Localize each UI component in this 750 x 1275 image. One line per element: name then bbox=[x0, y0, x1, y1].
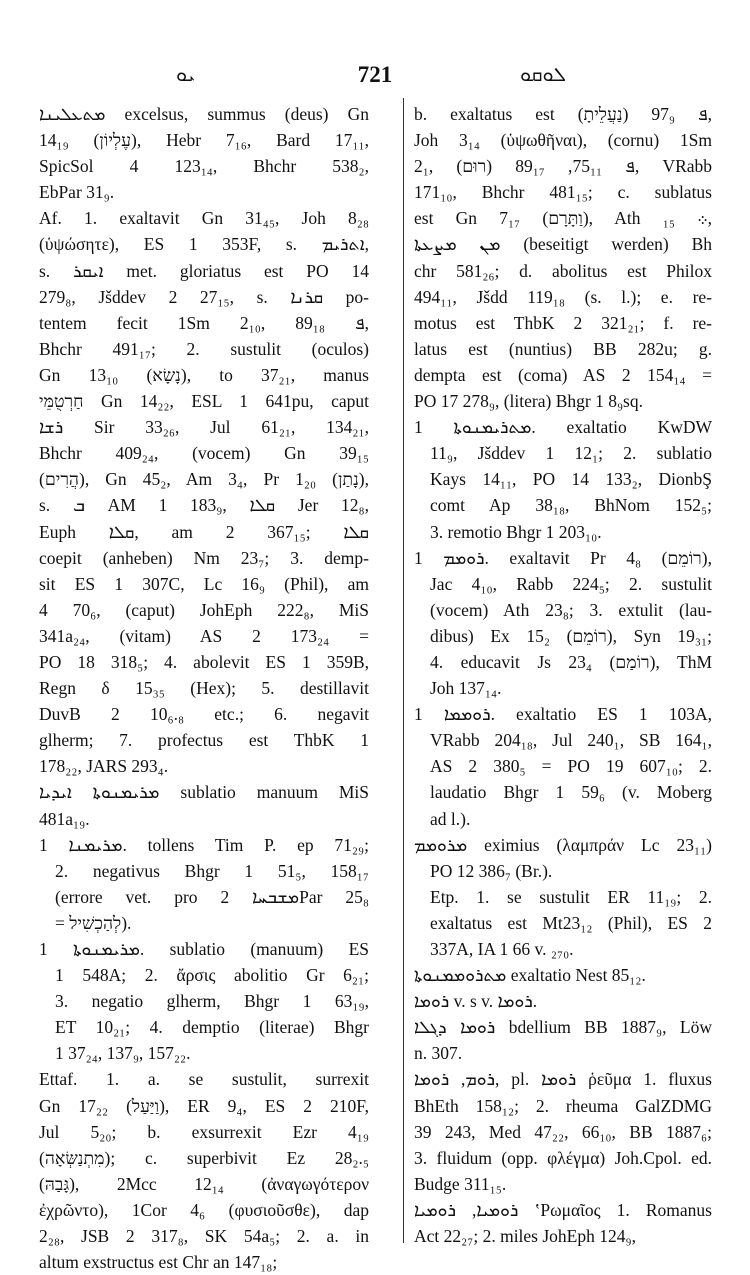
left-column-line: 279₈, Jšddev 2 27₁₅, s. ܩܪܢܐ po- bbox=[39, 286, 369, 307]
left-column-line: Af. 1. exaltavit Gn 31₄₅, Joh 8₂₈ bbox=[39, 208, 369, 229]
right-column-line: laudatio Bhgr 1 59₆ (v. Moberg bbox=[430, 782, 712, 803]
left-column-line: glherm; 7. profectus est ThbK 1 bbox=[39, 730, 369, 751]
right-column-line: BhEth 158₁₂; 2. rheuma GalZDMG bbox=[414, 1095, 712, 1116]
right-column-line: ܡܪܘܡܡ eximius (λαμπράν Lc 23₁₁) bbox=[414, 834, 712, 855]
right-column-line: 39 243, Med 47₂₂, 66₁₀, BB 1887₆; bbox=[414, 1121, 712, 1142]
right-column-line: ܡܢ ܡܨܥܬܐ (beseitigt werden) Bh bbox=[414, 234, 712, 255]
right-column-line: ܪܘܡܐ v. s v. ܪܘܡܐ. bbox=[414, 991, 538, 1012]
left-column-line: SpicSol 4 123₁₄, Bhchr 538₂, bbox=[39, 156, 369, 177]
left-column-line: s. ܒ AM 1 183₉, ܩܠܐ Jer 12₈, bbox=[39, 495, 369, 516]
left-column-line: Regn δ 15₃₅ (Hex); 5. destillavit bbox=[39, 678, 369, 699]
left-column-line: ܡܬܥܠܝܢܐ excelsus, summus (deus) Gn bbox=[39, 104, 369, 124]
right-column-line: PO 17 278₉, (litera) Bhgr 1 8₉sq. bbox=[414, 391, 643, 412]
right-column-line: comt Ap 38₁₈, BhNom 152₅; bbox=[430, 495, 712, 516]
left-column-line: 481a₁₉. bbox=[39, 808, 90, 829]
right-column-line: ad l.). bbox=[430, 808, 471, 829]
left-column-line: Gn 13₁₀ (נָשָׂא), to 37₂₁, manus bbox=[39, 364, 369, 385]
right-column-line: exaltatus est Mt23₁₂ (Phil), ES 2 bbox=[430, 912, 712, 933]
right-column-line: ܪܘܡ, ܪܘܡܐ, pl. ܪܘܡܐ ῥεῦμα 1. fluxus bbox=[414, 1069, 712, 1090]
right-column-line: VRabb 204₁₈, Jul 240₁, SB 164₁, bbox=[430, 730, 712, 751]
left-column-line: 2₂₈, JSB 2 317₈, SK 54a₅; 2. a. in bbox=[39, 1226, 369, 1247]
left-column-line: ἐχρῶντο), 1Cor 4₆ (φυσιοῦσθε), dap bbox=[39, 1199, 369, 1220]
right-column-line: AS 2 380₅ = PO 19 607₁₀; 2. bbox=[430, 756, 712, 777]
page-header bbox=[0, 62, 750, 92]
right-column-line: ܪܘܡܡܐ 1. exaltatio ES 1 103A, bbox=[414, 704, 712, 725]
left-column-line: EbPar 31₉. bbox=[39, 182, 115, 203]
left-column-line: (מִתְנַשְּׂאָה); c. superbivit Ez 28₂.₅ bbox=[39, 1147, 369, 1168]
left-column-line: Bhchr 491₁₇; 2. sustulit (oculos) bbox=[39, 338, 369, 359]
left-column-line: DuvB 2 10₆.₈ etc.; 6. negavit bbox=[39, 704, 369, 725]
right-column-line: 337A, IA 1 66 v. ₂₇₀. bbox=[430, 939, 574, 959]
left-column-line: Euph ܩܠܐ, am 2 367₁₅; ܩܠܐ bbox=[39, 521, 369, 542]
right-column-line: ܪܘܡܐ ܕܓܠܐ bdellium BB 1887₉, Löw bbox=[414, 1017, 712, 1038]
right-column-line: motus est ThbK 2 321₂₁; f. re- bbox=[414, 312, 712, 333]
right-column-line: dempta est (coma) AS 2 154₁₄ = bbox=[414, 364, 712, 385]
left-column-line: 3. negatio glherm, Bhgr 1 63₁₉, bbox=[55, 991, 369, 1012]
left-column-line: 4 70₆, (caput) JohEph 222₈, MiS bbox=[39, 599, 369, 620]
right-column-line: Etp. 1. se sustulit ER 11₁₉; 2. bbox=[430, 886, 712, 907]
right-column-line: 4. educavit Js 23₄ (רוֹמַם), ThM bbox=[430, 651, 712, 672]
left-column-line: (הֲרִים), Gn 45₂, Am 3₄, Pr 1₂₀ (נָתַן), bbox=[39, 469, 369, 490]
left-column-line: 1 37₂₄, 137₉, 157₂₂. bbox=[55, 1043, 191, 1064]
left-column-line: coepit (anheben) Nm 23₇; 3. demp- bbox=[39, 547, 369, 568]
left-column-line: ET 10₂₁; 4. demptio (literae) Bhgr bbox=[55, 1017, 369, 1038]
left-column-line: PO 18 318₅; 4. abolevit ES 1 359B, bbox=[39, 651, 369, 672]
left-column-line: = לְהַכְשִׁיל). bbox=[55, 912, 132, 933]
left-column-line: (גָּבַהּ), 2Mcc 12₁₄ (ἀναγωγότερον bbox=[39, 1173, 369, 1194]
right-column-line: dibus) Ex 15₂ (רוֹמֵם), Syn 19₃₁; bbox=[430, 625, 712, 646]
left-column-line: sit ES 1 307C, Lc 16₉ (Phil), am bbox=[39, 573, 369, 594]
right-column-line: PO 12 386₇ (Br.). bbox=[430, 860, 553, 881]
left-column-line: 1 548A; 2. ἄρσις abolitio Gr 6₂₁; bbox=[55, 965, 369, 986]
page-number: 721 bbox=[357, 62, 393, 87]
right-column-line: n. 307. bbox=[414, 1043, 463, 1064]
right-column-line: est Gn 7₁₇ (וַתָּרָם), Ath ܀ ₁₅, bbox=[414, 208, 712, 229]
right-column-line: Act 22₂₇; 2. miles JohEph 124₉, bbox=[414, 1226, 636, 1247]
right-column-line: (vocem) Ath 23₈; 3. extulit (lau- bbox=[430, 599, 712, 620]
right-column-line: ܡܬܪܘܡܡܢܘܬܐ exaltatio Nest 85₁₂. bbox=[414, 965, 646, 986]
right-column-line: 11₉, Jšddev 1 12₁; 2. sublatio bbox=[430, 443, 712, 464]
left-column-line: (ὑψώσητε), ES 1 353F, s. ܐܬܪܝܡ, bbox=[39, 234, 369, 255]
left-column-line: s. ܐܝܩܪ met. gloriatus est PO 14 bbox=[39, 260, 369, 281]
right-column-line: latus est (nuntius) BB 282u; g. bbox=[414, 338, 712, 359]
right-column-line: Budge 311₁₅. bbox=[414, 1173, 507, 1194]
right-column-line: 3. fluidum (opp. φλέγμα) Joh.Cpol. ed. bbox=[414, 1147, 712, 1168]
right-column-line: ܡܬܪܝܡܢܘܬܐ 1. exaltatio KwDW bbox=[414, 417, 712, 438]
right-column-line: 3. remotio Bhgr 1 203₁₀. bbox=[430, 521, 602, 542]
right-column bbox=[414, 101, 712, 1249]
right-column-line: Joh 137₁₄. bbox=[430, 678, 502, 699]
left-column-line: Gn 17₂₂ (וַיַּעַל), ER 9₄, ES 2 210F, bbox=[39, 1095, 369, 1116]
left-column-line: חַרְטֻמֵּי Gn 14₂₂, ESL 1 641pu, caput bbox=[39, 391, 369, 412]
left-column-line: altum exstructus est Chr an 147₁₈; bbox=[39, 1252, 278, 1273]
left-column-line: Jul 5₂₀; b. exsurrexit Ezr 4₁₉ bbox=[39, 1121, 369, 1142]
left-column-line: ܡܪܝܡܢܘܬܐ 1. sublatio (manuum) ES bbox=[39, 939, 369, 959]
header-left-word: ܝܘ bbox=[176, 64, 196, 86]
left-column-line: tentem fecit 1Sm 2₁₀, ܦ 89₁₈, bbox=[39, 312, 369, 333]
right-column-line: ܪܘܡܝܐ, ܪܘܡܝܐ ʽΡωμαῖος 1. Romanus bbox=[414, 1199, 712, 1220]
left-column-line: Bhchr 409₂₄, (vocem) Gn 39₁₅ bbox=[39, 443, 369, 464]
right-column-line: ܪܘܡܡ 1. exaltavit Pr 4₈ (רוֹמֵם), bbox=[414, 547, 712, 568]
left-column-line: 2. negativus Bhgr 1 51₅, 158₁₇ bbox=[55, 860, 369, 881]
left-column-line: ܡܪܝܡܢܘܬܐ ܐܝܕܝܐ sublatio manuum MiS bbox=[39, 782, 369, 803]
left-column bbox=[39, 101, 369, 1275]
left-column-line: 14₁₉ (עֶלְיוֹן), Hebr 7₁₆, Bard 17₁₁, bbox=[39, 130, 369, 151]
left-column-line: ܪܫܐ Sir 33₂₆, Jul 61₂₁, 134₂₁, bbox=[39, 417, 369, 438]
right-column-line: chr 581₂₆; d. abolitus est Philox bbox=[414, 260, 712, 281]
right-column-line: Joh 3₁₄ (ὑψωθῆναι), (cornu) 1Sm bbox=[414, 130, 712, 151]
right-column-line: b. exaltatus est ܦ 97₉ (נַעֲלֵיתָ), bbox=[414, 104, 712, 124]
header-right-word: ܠܘܩܘ bbox=[520, 64, 567, 86]
right-column-line: 494₁₁, Jšdd 119₁₈ (s. l.); e. re- bbox=[414, 286, 712, 307]
left-column-line: Ettaf. 1. a. se sustulit, surrexit bbox=[39, 1069, 369, 1090]
right-column-line: 171₁₀, Bhchr 481₁₅; c. sublatus bbox=[414, 182, 712, 203]
left-column-line: ܡܪܝܡܢܐ 1. tollens Tim P. ep 71₂₉; bbox=[39, 834, 369, 855]
right-column-line: 2₁, ܦ 75₁₁, 89₁₇ (רוּם), VRabb bbox=[414, 156, 712, 177]
right-column-line: Jac 4₁₀, Rabb 224₅; 2. sustulit bbox=[430, 573, 712, 594]
right-column-line: Kays 14₁₁, PO 14 133₂, DionbŞ bbox=[430, 469, 712, 490]
left-column-line: 341a₂₄, (vitam) AS 2 173₂₄ = bbox=[39, 625, 369, 646]
left-column-line: 178₂₂, JARS 293₄. bbox=[39, 756, 169, 777]
left-column-line: (errore vet. pro ܡܫܒܚܐ 2Par 25₈ bbox=[55, 886, 369, 907]
column-divider bbox=[403, 98, 404, 1243]
